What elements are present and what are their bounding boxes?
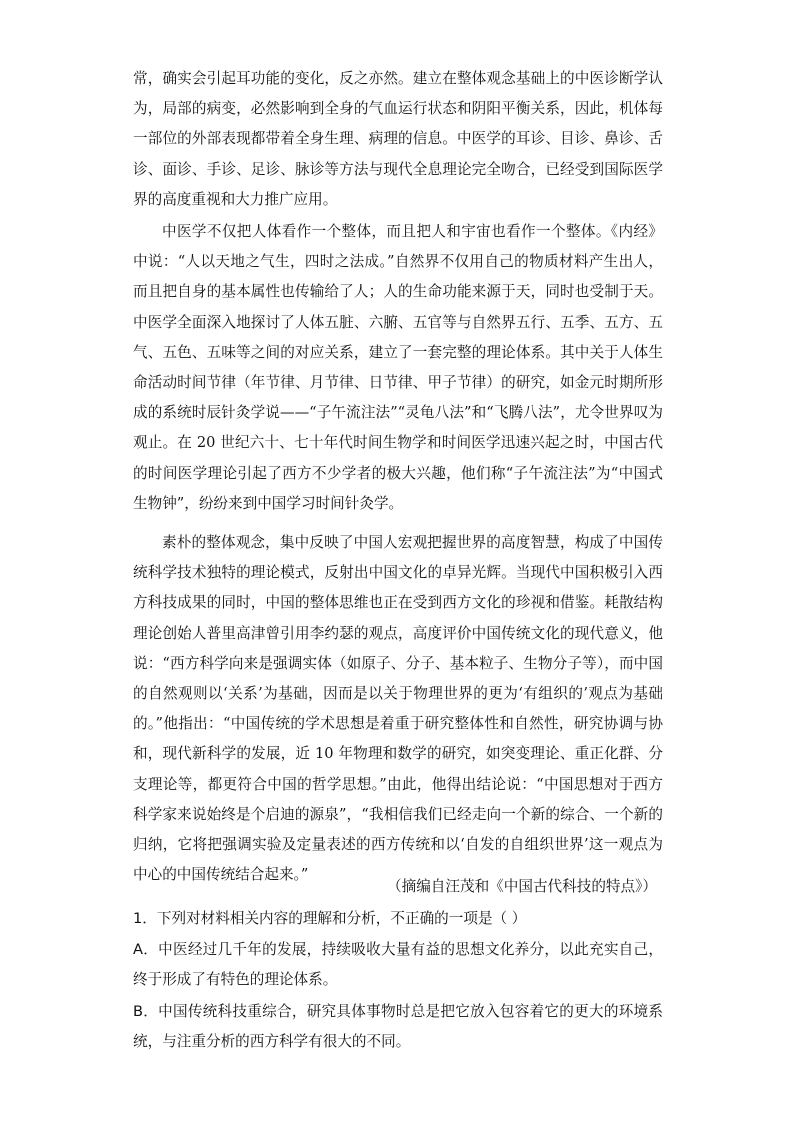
passage-paragraph-1: 常，确实会引起耳功能的变化，反之亦然。建立在整体观念基础上的中医诊断学认为，局部的病变，必然影响到全身的气血运行状态和阴阳平衡关系，因此，机体每一部位的外部表现都带着全身生理、病理的信息。中医学的耳诊、目诊、鼻诊、舌诊、面诊、手诊、足诊、脉诊等方法与现代全息理论完全吻合，已经受到国际医学界的高度重视和大力推广应用。	[133, 70, 663, 208]
option-b: B．中国传统科技重综合，研究具体事物时总是把它放入包容着它的更大的环境系统，与注重分析的西方科学有很大的不同。	[133, 1003, 663, 1050]
passage-paragraph-2: 中医学不仅把人体看作一个整体，而且把人和宇宙也看作一个整体。《内经》中说：“人以天地之气生，四时之法成。”自然界不仅用自己的物质材料产生出人，而且把自身的基本属性也传输给了人；人的生命功能来源于天，同时也受制于天。中医学全面深入地探讨了人体五脏、六腑、五官等与自然界五行、五季、五方、五气、五色、五味等之间的对应关系，建立了一套完整的理论体系。其中关于人体生命活动时间节律（年节律、月节律、日节律、甲子节律）的研究，如金元时期所形成的系统时辰针灸学说——“子午流注法”“灵龟八法”和“飞腾八法”，尤令世界叹为观止。在 20 世纪六十、七十年代时间生物学和时间医学迅速兴起之时，中国古代的时间医学理论引起了西方不少学者的极大兴趣，他们称“子午流注法”为“中国式生物钟”，纷纷来到中国学习时间针灸学。	[133, 223, 663, 512]
passage-paragraph-3: 素朴的整体观念，集中反映了中国人宏观把握世界的高度智慧，构成了中国传统科学技术独特的理论模式，反射出中国文化的卓异光辉。当现代中国积极引入西方科技成果的同时，中国的整体思维也正在受到西方文化的珍视和借鉴。耗散结构理论创始人普里高津曾引用李约瑟的观点，高度评价中国传统文化的现代意义，他说：“西方科学向来是强调实体（如原子、分子、基本粒子、生物分子等），而中国的自然观则以‘关系’为基础，因而是以关于物理世界的更为‘有组织的’观点为基础的。”他指出：“中国传统的学术思想是着重于研究整体性和自然性，研究协调与协和，现代新科学的发展，近 10 年物理和数学的研究，如突变理论、重正化群、分支理论等，都更符合中国的哲学思想。”由此，他得出结论说：“中国思想对于西方科学家来说始终是个启迪的源泉”，“我相信我们已经走向一个新的综合、一个新的归纳，它将把强调实验及定量表述的西方传统和以‘自发的自组织世界’这一观点为中心的中国传统结合起来。”	[133, 534, 663, 884]
option-a: A．中医经过几千年的发展，持续吸收大量有益的思想文化养分，以此充实自己，终于形成了有特色的理论体系。	[133, 941, 663, 988]
passage-source: （摘编自汪茂和《中国古代科技的特点》）	[387, 878, 657, 895]
question-stem: 1．下列对材料相关内容的理解和分析，不正确的一项是（ ）	[133, 910, 527, 927]
